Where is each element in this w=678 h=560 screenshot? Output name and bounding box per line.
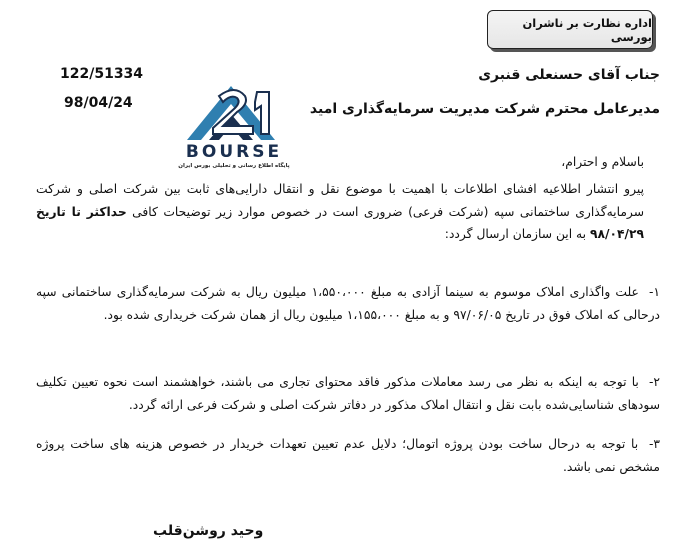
recipient-name: جناب آقای حسنعلی قنبری: [478, 67, 660, 83]
intro-tail: به این سازمان ارسال گردد:: [444, 227, 590, 241]
department-label-box: [487, 10, 653, 49]
document-date: 98/04/24: [64, 95, 133, 111]
greeting: باسلام و احترام،: [561, 155, 644, 169]
list-item-number: ۲-: [648, 375, 660, 389]
bourse-logo: [157, 82, 309, 172]
department-label: اداره نظارت بر ناشران بورسی: [522, 15, 652, 44]
list-item: [36, 433, 660, 478]
intro-deadline: حداکثر تا تاریخ ۹۸/۰۴/۲۹: [36, 204, 644, 241]
reference-number: 122/51334: [60, 66, 144, 82]
list-item-number: ۱-: [648, 285, 660, 299]
logo-text: BOURSE: [185, 142, 283, 162]
intro-text: پیرو انتشار اطلاعیه افشای اطلاعات با اهمیت با موضوع نقل و انتقال دارایی‌های ثابت بین شرکت اصلی و شرکت سرمایه‌گذاری ساختمانی سپه (شرکت فرعی) ضروری است در خصوص موارد زیر توضیحات کافی: [36, 182, 645, 219]
intro-paragraph: [36, 178, 644, 246]
list-item-number: ۳-: [648, 437, 660, 451]
recipient-title: مدیرعامل محترم شرکت مدیریت سرمایه‌گذاری امید: [309, 101, 660, 117]
signature-name: وحید روشن‌قلب: [153, 523, 264, 539]
list-item: [36, 371, 660, 416]
bourse-logo-mark: [157, 82, 309, 144]
logo-subtext: پایگاه اطلاع رسانی و تحلیلی بورس ایران: [178, 163, 290, 169]
list-item-text: با توجه به اینکه به نظر می رسد معاملات مذکور فاقد محتوای تجاری می باشند، خواهشمند است نحوه تعیین تکلیف سودهای شناسایی‌شده بابت نقل و انتقال املاک مذکور در دفاتر شرکت اصلی و شرکت فرعی ارائه گردد.: [36, 375, 660, 412]
list-item-text: با توجه به درحال ساخت بودن پروژه اتومال؛ دلایل عدم تعیین تعهدات خریدار در خصوص هزینه های ساخت پروژه مشخص نمی باشد.: [36, 437, 660, 474]
list-item-text: علت واگذاری املاک موسوم به سینما آزادی به مبلغ ۱،۵۵۰،۰۰۰ میلیون ریال به شرکت سرمایه‌گذاری ساختمانی سپه درحالی که املاک فوق در تاریخ ۹۷/۰۶/۰۵ و به مبلغ ۱،۱۵۵،۰۰۰ میلیون ریال از همان شرکت خریداری شده بود.: [36, 285, 660, 322]
list-item: [36, 281, 660, 326]
